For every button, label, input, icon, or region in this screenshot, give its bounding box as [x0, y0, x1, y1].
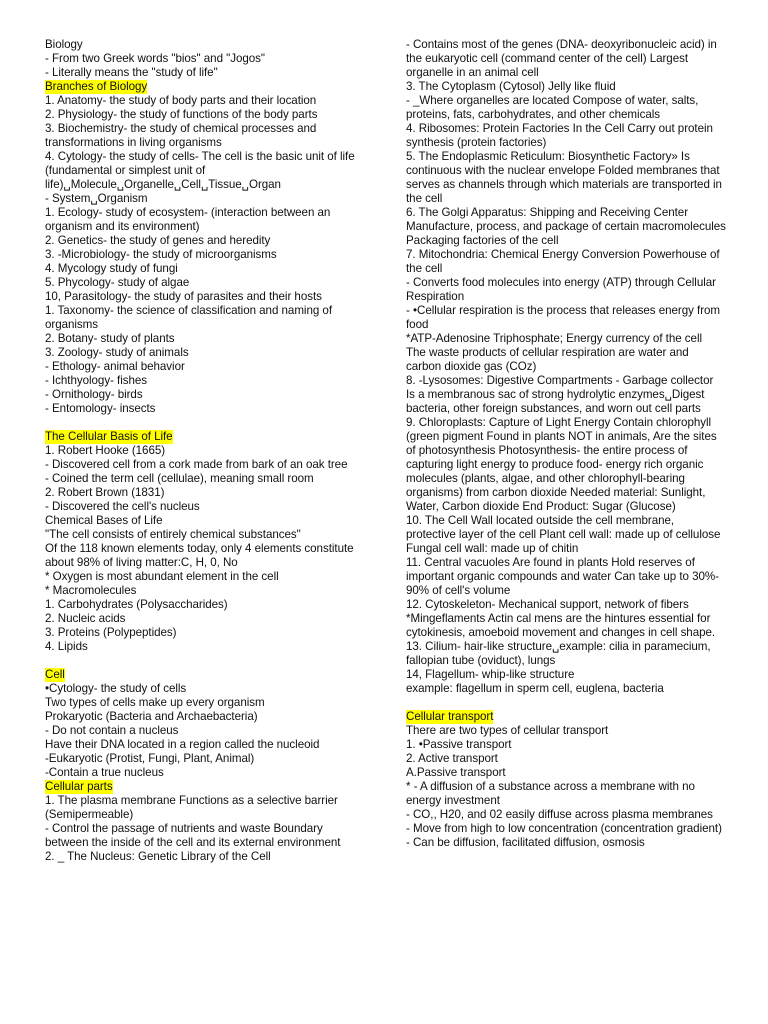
text-line: 1. Taxonomy- the science of classification and naming of — [45, 304, 332, 317]
text-line: 3. The Cytoplasm (Cytosol) Jelly like fluid — [406, 80, 616, 93]
text-line: of photosynthesis Photosynthesis- the entire process of — [406, 444, 688, 457]
text-line: 8. -Lysosomes: Digestive Compartments - Garbage collector — [406, 374, 714, 387]
text-line: - Entomology- insects — [45, 402, 156, 415]
text-line: Chemical Bases of Life — [45, 514, 163, 527]
text-line: 1. •Passive transport — [406, 738, 512, 751]
text-line: - Discovered cell from a cork made from bark of an oak tree — [45, 458, 348, 471]
text-line: example: flagellum in sperm cell, euglena, bacteria — [406, 682, 664, 695]
highlighted-heading-text: Cellular parts — [45, 780, 113, 793]
text-line: (green pigment Found in plants NOT in animals, Are the sites — [406, 430, 717, 443]
text-line: - System␣Organism — [45, 192, 148, 205]
text-line: (Semipermeable) — [45, 808, 134, 821]
text-line: * Oxygen is most abundant element in the cell — [45, 570, 279, 583]
text-line: proteins, fats, carbohydrates, and other chemicals — [406, 108, 660, 121]
text-line: transformations in living organisms — [45, 136, 222, 149]
text-line: 1. Anatomy- the study of body parts and their location — [45, 94, 317, 107]
text-line: Biology — [45, 38, 83, 51]
text-line: Packaging factories of the cell — [406, 234, 559, 247]
text-line: 90% of cell's volume — [406, 584, 511, 597]
text-line: 10, Parasitology- the study of parasites and their hosts — [45, 290, 322, 303]
text-line: 4. Cytology- the study of cells- The cell is the basic unit of life — [45, 150, 355, 163]
text-line: 6. The Golgi Apparatus: Shipping and Receiving Center — [406, 206, 689, 219]
text-line: 1. Ecology- study of ecosystem- (interaction between an — [45, 206, 331, 219]
text-line: the cell — [406, 262, 443, 275]
text-line: There are two types of cellular transport — [406, 724, 609, 737]
text-line: the cell — [406, 192, 443, 205]
section-heading — [45, 80, 365, 94]
text-line: 2. Nucleic acids — [45, 612, 126, 625]
blank-line — [45, 654, 365, 668]
text-line: organisms) from carbon dioxide Needed material: Sunlight, — [406, 486, 706, 499]
text-line: Fungal cell wall: made up of chitin — [406, 542, 579, 555]
text-line: 3. Biochemistry- the study of chemical processes and — [45, 122, 317, 135]
text-line: 1. Robert Hooke (1665) — [45, 444, 166, 457]
text-line: - Ethology- animal behavior — [45, 360, 185, 373]
highlighted-heading-text: The Cellular Basis of Life — [45, 430, 173, 443]
text-line: - Contains most of the genes (DNA- deoxyribonucleic acid) in — [406, 38, 717, 51]
text-line: 1. The plasma membrane Functions as a selective barrier — [45, 794, 338, 807]
text-line: - Converts food molecules into energy (ATP) through Cellular — [406, 276, 716, 289]
text-line: 7. Mitochondria: Chemical Energy Conversion Powerhouse of — [406, 248, 720, 261]
text-line: 3. Proteins (Polypeptides) — [45, 626, 177, 639]
blank-line — [406, 696, 728, 710]
text-line: 2. Robert Brown (1831) — [45, 486, 165, 499]
text-line: 3. Zoology- study of animals — [45, 346, 189, 359]
text-line: molecules (plants, algae, and other chlorophyll-bearing — [406, 472, 685, 485]
text-line: continuous with the nuclear envelope Folded membranes that — [406, 164, 720, 177]
text-line: - Ichthyology- fishes — [45, 374, 148, 387]
text-line: important organic compounds and water Can take up to 30%- — [406, 570, 719, 583]
text-line: Respiration — [406, 290, 465, 303]
text-line: 10. The Cell Wall located outside the cell membrane, — [406, 514, 675, 527]
text-line: 4. Lipids — [45, 640, 88, 653]
highlighted-heading-text: Cell — [45, 668, 65, 681]
text-line: * Macromolecules — [45, 584, 137, 597]
text-line: Prokaryotic (Bacteria and Archaebacteria) — [45, 710, 258, 723]
text-line: - From two Greek words "bios" and "Jogos" — [45, 52, 265, 65]
text-line: cytokinesis, amoeboid movement and changes in cell shape. — [406, 626, 716, 639]
text-line: 2. _ The Nucleus: Genetic Library of the Cell — [45, 850, 271, 863]
left-column — [45, 38, 365, 864]
section-heading — [45, 780, 365, 794]
text-line: -Eukaryotic (Protist, Fungi, Plant, Animal) — [45, 752, 255, 765]
text-line: the eukaryotic cell (command center of the cell) Largest — [406, 52, 689, 65]
text-line: - CO,, H20, and 02 easily diffuse across plasma membranes — [406, 808, 713, 821]
text-line: - Ornithology- birds — [45, 388, 143, 401]
text-line: energy investment — [406, 794, 500, 807]
text-line: 2. Botany- study of plants — [45, 332, 175, 345]
section-heading — [45, 430, 365, 444]
text-line: Two types of cells make up every organism — [45, 696, 265, 709]
text-line: 1. Carbohydrates (Polysaccharides) — [45, 598, 228, 611]
text-line: life)␣Molecule␣Organelle␣Cell␣Tissue␣Organ — [45, 178, 281, 191]
text-line: bacteria, other foreign substances, and worn out cell parts — [406, 402, 701, 415]
text-line: 13. Cilium- hair-like structure␣example: cilia in paramecium, — [406, 640, 711, 653]
blank-line — [45, 416, 365, 430]
text-line: 4. Mycology study of fungi — [45, 262, 178, 275]
text-line: 3. -Microbiology- the study of microorganisms — [45, 248, 277, 261]
text-line: •Cytology- the study of cells — [45, 682, 187, 695]
text-line: 4. Ribosomes: Protein Factories In the Cell Carry out protein — [406, 122, 713, 135]
text-line: 9. Chloroplasts: Capture of Light Energy Contain chlorophyll — [406, 416, 712, 429]
text-line: carbon dioxide gas (COz) — [406, 360, 537, 373]
text-line: Is a membranous sac of strong hydrolytic enzymes␣Digest — [406, 388, 705, 401]
text-line: 14, Flagellum- whip-like structure — [406, 668, 575, 681]
text-line: 2. Active transport — [406, 752, 498, 765]
right-column — [406, 38, 728, 850]
text-line: A.Passive transport — [406, 766, 506, 779]
text-line: - •Cellular respiration is the process that releases energy from — [406, 304, 721, 317]
text-line: - Can be diffusion, facilitated diffusion, osmosis — [406, 836, 645, 849]
text-line: organism and its environment) — [45, 220, 200, 233]
text-line: Manufacture, process, and package of certain macromolecules — [406, 220, 726, 233]
text-line: serves as channels through which materials are transported in — [406, 178, 722, 191]
text-line: * - A diffusion of a substance across a membrane with no — [406, 780, 695, 793]
section-heading — [406, 710, 728, 724]
text-line: organisms — [45, 318, 99, 331]
text-line: food — [406, 318, 429, 331]
text-line: - Control the passage of nutrients and waste Boundary — [45, 822, 323, 835]
text-line: - Move from high to low concentration (concentration gradient) — [406, 822, 722, 835]
section-heading — [45, 668, 365, 682]
text-line: - Coined the term cell (cellulae), meaning small room — [45, 472, 314, 485]
text-line: 5. Phycology- study of algae — [45, 276, 190, 289]
text-line: organelle in an animal cell — [406, 66, 539, 79]
text-line: Water, Carbon dioxide End Product: Sugar (Glucose) — [406, 500, 676, 513]
text-line: 5. The Endoplasmic Reticulum: Biosynthetic Factory» Is — [406, 150, 690, 163]
text-line: Have their DNA located in a region called the nucleoid — [45, 738, 320, 751]
text-line: Of the 118 known elements today, only 4 elements constitute — [45, 542, 354, 555]
highlighted-heading-text: Branches of Biology — [45, 80, 148, 93]
text-line: "The cell consists of entirely chemical substances" — [45, 528, 301, 541]
text-line: synthesis (protein factories) — [406, 136, 547, 149]
text-line: 2. Physiology- the study of functions of the body parts — [45, 108, 318, 121]
text-line: - Discovered the cell's nucleus — [45, 500, 200, 513]
text-line: 11. Central vacuoles Are found in plants Hold reserves of — [406, 556, 695, 569]
text-line: *Mingeflaments Actin cal mens are the hintures essential for — [406, 612, 711, 625]
text-line: protective layer of the cell Plant cell wall: made up of cellulose — [406, 528, 721, 541]
text-line: - _Where organelles are located Compose of water, salts, — [406, 94, 699, 107]
text-line: capturing light energy to produce food- energy rich organic — [406, 458, 704, 471]
text-line: - Do not contain a nucleus — [45, 724, 179, 737]
text-line: between the inside of the cell and its external environment — [45, 836, 341, 849]
text-line: about 98% of living matter:C, H, 0, No — [45, 556, 238, 569]
text-line: fallopian tube (oviduct), lungs — [406, 654, 556, 667]
text-line: -Contain a true nucleus — [45, 766, 164, 779]
text-line: (fundamental or simplest unit of — [45, 164, 206, 177]
text-line: *ATP-Adenosine Triphosphate; Energy currency of the cell — [406, 332, 703, 345]
text-line: - Literally means the "study of life" — [45, 66, 218, 79]
highlighted-heading-text: Cellular transport — [406, 710, 494, 723]
text-line: 12. Cytoskeleton- Mechanical support, network of fibers — [406, 598, 689, 611]
text-line: The waste products of cellular respiration are water and — [406, 346, 689, 359]
text-line: 2. Genetics- the study of genes and heredity — [45, 234, 271, 247]
